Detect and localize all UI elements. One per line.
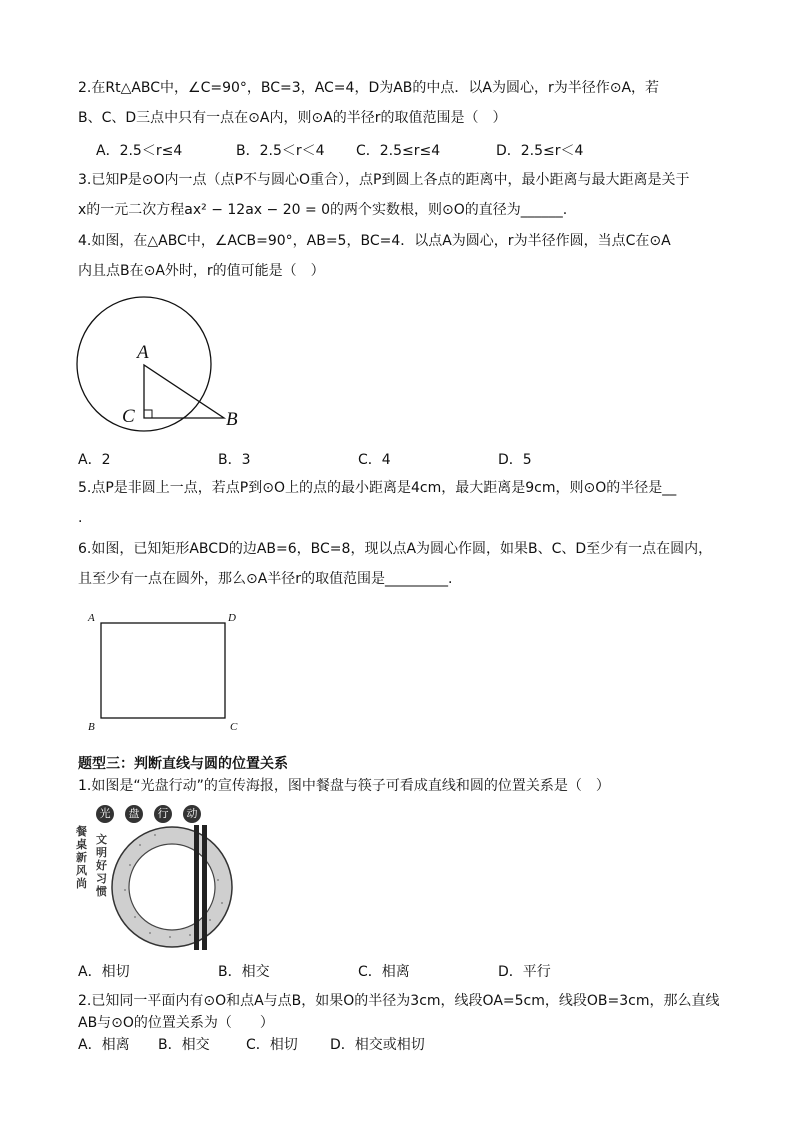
poster-left-text: 餐桌新风尚 (76, 825, 87, 890)
s3q1-option-c: C．相离 (358, 964, 410, 980)
q4-option-b: B．3 (218, 452, 251, 468)
poster-title-char-2: 盘 (125, 805, 143, 823)
q6-figure (84, 606, 254, 736)
q4-right-angle-mark (144, 410, 152, 418)
q4-figure (70, 290, 260, 440)
s3q2-option-c: C．相切 (246, 1037, 298, 1053)
s3q1-options (78, 961, 638, 981)
poster-title-char-3: 行 (154, 805, 172, 823)
s3q2-option-b: B．相交 (158, 1037, 210, 1053)
q6-line1: 6.如图，已知矩形ABCD的边AB=6，BC=8，现以点A为圆心作圆，如果B、C、D至少有一点在圆内， (78, 541, 713, 557)
q5-line1: 5.点P是非圆上一点，若点P到⊙O上的点的最小距离是4cm，最大距离是9cm，则⊙O的半径是__ (78, 480, 677, 496)
q2-stem-line1: 2.在Rt△ABC中，∠C=90°，BC=3，AC=4，D为AB的中点．以A为圆心，r为半径作⊙A，若 (78, 80, 660, 96)
chopstick-2 (202, 825, 207, 950)
poster-title-char-4: 动 (183, 805, 201, 823)
q4-label-b: B (226, 409, 238, 430)
s3q1-option-d: D．平行 (498, 964, 551, 980)
poster-title-char-1: 光 (96, 805, 114, 823)
plate-illustration (110, 825, 235, 950)
q4-option-a: A．2 (78, 452, 111, 468)
s3q1-option-a: A．相切 (78, 964, 130, 980)
q2-option-d: D．2.5≤r＜4 (496, 143, 584, 159)
q6-label-d: D (228, 612, 236, 624)
chopstick-1 (194, 825, 199, 950)
q2-stem-line2: B、C、D三点中只有一点在⊙A内，则⊙A的半径r的取值范围是（ ） (78, 110, 507, 126)
q2-option-c: C．2.5≤r≤4 (356, 143, 441, 159)
q5-line2: . (78, 510, 83, 526)
q4-options (78, 449, 638, 469)
q4-option-d: D．5 (498, 452, 532, 468)
s3q2-line2: AB与⊙O的位置关系为（ ） (78, 1015, 274, 1031)
q6-label-b: B (88, 721, 95, 733)
poster-figure (72, 803, 242, 953)
s3q2-option-a: A．相离 (78, 1037, 130, 1053)
q4-label-a: A (137, 342, 149, 363)
q4-line2: 内且点B在⊙A外时，r的值可能是（ ） (78, 263, 325, 279)
section3-heading: 题型三：判断直线与圆的位置关系 (78, 756, 288, 772)
q3-line2: x的一元二次方程ax² − 12ax − 20 = 0的两个实数根，则⊙O的直径为______. (78, 202, 568, 218)
q2-options (78, 140, 638, 160)
q4-triangle (144, 365, 224, 418)
q2-option-b: B．2.5＜r＜4 (236, 143, 325, 159)
q6-line2: 且至少有一点在圆外，那么⊙A半径r的取值范围是_________. (78, 571, 453, 587)
q4-line1: 4.如图，在△ABC中，∠ACB=90°，AB=5，BC=4．以点A为圆心，r为半径作圆，当点C在⊙A (78, 233, 671, 249)
q3-line1: 3.已知P是⊙O内一点（点P不与圆心O重合），点P到圆上各点的距离中，最小距离与最大距离是关于 (78, 172, 690, 188)
poster-right-text: 文明好习惯 (96, 833, 107, 898)
poster-title (96, 805, 201, 823)
q4-option-c: C．4 (358, 452, 391, 468)
s3q2-option-d: D．相交或相切 (330, 1037, 425, 1053)
s3q1-stem: 1.如图是“光盘行动”的宣传海报，图中餐盘与筷子可看成直线和圆的位置关系是（ ） (78, 778, 610, 794)
s3q2-options (78, 1034, 638, 1054)
s3q2-line1: 2.已知同一平面内有⊙O和点A与点B，如果O的半径为3cm，线段OA=5cm，线段OB=3cm，那么直线 (78, 993, 720, 1009)
q6-rectangle (101, 623, 225, 718)
s3q1-option-b: B．相交 (218, 964, 270, 980)
q4-label-c: C (122, 406, 135, 427)
q6-label-a: A (88, 612, 95, 624)
q6-label-c: C (230, 721, 238, 733)
q2-option-a: A．2.5＜r≤4 (96, 143, 183, 159)
